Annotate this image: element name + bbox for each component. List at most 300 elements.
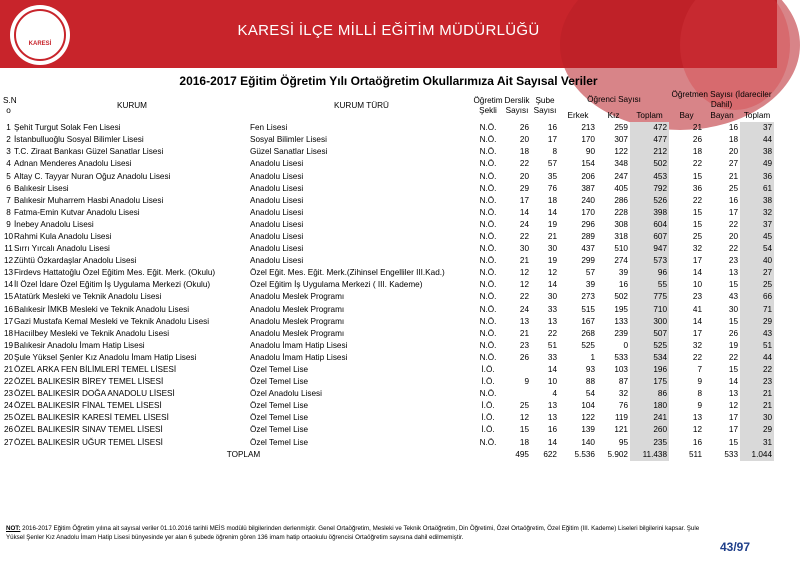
row-erkek: 90 bbox=[585, 147, 595, 157]
row-bayan: 13 bbox=[728, 389, 739, 399]
row-sube: 12 bbox=[547, 268, 557, 278]
row-erkek: 57 bbox=[585, 268, 595, 278]
row-ogrenci-toplam: 241 bbox=[630, 412, 669, 424]
row-sn: 17 bbox=[3, 316, 14, 326]
row-bay: 15 bbox=[692, 219, 703, 229]
row-bayan: 16 bbox=[728, 195, 739, 205]
row-ogretmen-toplam: 49 bbox=[740, 158, 774, 170]
row-ogretim-sekli: N.Ö. bbox=[479, 147, 497, 157]
row-bay: 14 bbox=[692, 316, 703, 326]
row-kiz: 121 bbox=[614, 425, 628, 435]
row-erkek: 154 bbox=[581, 159, 595, 169]
row-kurum: Zühtü Özkardaşlar Anadolu Lisesi bbox=[14, 256, 137, 266]
row-bayan: 14 bbox=[728, 377, 739, 387]
row-ogrenci-toplam: 55 bbox=[630, 279, 669, 291]
row-ogrenci-toplam: 260 bbox=[630, 424, 669, 436]
header-ogrenci: Öğrenci Sayısı bbox=[587, 95, 641, 104]
table-row bbox=[3, 183, 774, 195]
row-ogretim-sekli: İ.Ö. bbox=[481, 425, 495, 435]
row-erkek: 299 bbox=[581, 256, 595, 266]
row-kurum: Balıkesir Muharrem Hasbi Anadolu Lisesi bbox=[14, 195, 164, 205]
row-ogretmen-toplam: 37 bbox=[740, 219, 774, 231]
row-ogrenci-toplam: 792 bbox=[630, 183, 669, 195]
total-erkek: 5.536 bbox=[574, 449, 595, 459]
table-row bbox=[3, 388, 774, 400]
row-sn: 1 bbox=[6, 123, 11, 133]
row-derslik: 18 bbox=[519, 437, 529, 447]
row-bayan: 15 bbox=[728, 280, 739, 290]
row-ogrenci-toplam: 607 bbox=[630, 231, 669, 243]
row-ogretim-sekli: N.Ö. bbox=[479, 280, 497, 290]
row-erkek: 525 bbox=[581, 340, 595, 350]
row-kurum-turu: Anadolu İmam Hatip Lisesi bbox=[250, 340, 348, 350]
row-ogrenci-toplam: 86 bbox=[630, 388, 669, 400]
row-kiz: 259 bbox=[614, 123, 628, 133]
row-sube: 16 bbox=[547, 123, 557, 133]
row-ogretim-sekli: N.Ö. bbox=[479, 352, 497, 362]
row-bayan: 19 bbox=[728, 340, 739, 350]
row-kiz: 239 bbox=[614, 328, 628, 338]
row-ogretim-sekli: N.Ö. bbox=[479, 171, 497, 181]
header-toplam-ogretmen: Toplam bbox=[743, 111, 771, 121]
row-kurum-turu: Anadolu Lisesi bbox=[250, 171, 304, 181]
row-ogrenci-toplam: 453 bbox=[630, 170, 669, 182]
row-derslik: 25 bbox=[519, 401, 529, 411]
row-sn: 22 bbox=[3, 377, 14, 387]
row-bayan: 18 bbox=[728, 135, 739, 145]
row-bayan: 15 bbox=[728, 437, 739, 447]
page-title: KARESİ İLÇE MİLLİ EĞİTİM MÜDÜRLÜĞÜ bbox=[237, 22, 540, 39]
row-derslik bbox=[503, 364, 531, 376]
table-title: 2016-2017 Eğitim Öğretim Yılı Ortaöğretim Okullarımıza Ait Sayısal Veriler bbox=[179, 74, 598, 88]
row-kiz: 502 bbox=[614, 292, 628, 302]
row-kurum-turu: Özel Eğit. Mes. Eğit. Merk.(Zihinsel Engelliler III.Kad.) bbox=[250, 268, 445, 278]
row-kiz: 228 bbox=[614, 207, 628, 217]
row-erkek: 167 bbox=[581, 316, 595, 326]
row-derslik: 26 bbox=[519, 352, 529, 362]
row-kiz: 510 bbox=[614, 244, 628, 254]
row-sn: 10 bbox=[3, 231, 14, 241]
row-kiz: 308 bbox=[614, 219, 628, 229]
row-ogretim-sekli: N.Ö. bbox=[479, 135, 497, 145]
row-ogrenci-toplam: 477 bbox=[630, 134, 669, 146]
row-kurum: Rahmi Kula Anadolu Lisesi bbox=[14, 231, 112, 241]
row-erkek: 170 bbox=[581, 135, 595, 145]
total-kiz: 5.902 bbox=[607, 449, 628, 459]
row-derslik: 18 bbox=[519, 147, 529, 157]
row-kiz: 307 bbox=[614, 135, 628, 145]
row-bay: 23 bbox=[692, 292, 703, 302]
row-derslik: 14 bbox=[519, 207, 529, 217]
row-ogretmen-toplam: 38 bbox=[740, 146, 774, 158]
row-ogretim-sekli: N.Ö. bbox=[479, 207, 497, 217]
row-ogrenci-toplam: 235 bbox=[630, 437, 669, 449]
row-erkek: 515 bbox=[581, 304, 595, 314]
row-kiz: 103 bbox=[614, 365, 628, 375]
row-erkek: 273 bbox=[581, 292, 595, 302]
row-sn: 25 bbox=[3, 413, 14, 423]
row-ogrenci-toplam: 300 bbox=[630, 316, 669, 328]
row-kiz: 533 bbox=[614, 352, 628, 362]
row-ogretmen-toplam: 66 bbox=[740, 291, 774, 303]
row-kurum-turu: Anadolu Lisesi bbox=[250, 183, 304, 193]
row-kurum-turu: Anadolu Lisesi bbox=[250, 219, 304, 229]
row-kurum-turu: Özel Temel Lise bbox=[250, 437, 309, 447]
row-ogretmen-toplam: 22 bbox=[740, 364, 774, 376]
row-derslik: 24 bbox=[519, 304, 529, 314]
total-toplam: 11.438 bbox=[630, 449, 669, 461]
total-toplam-ogretmen: 1.044 bbox=[740, 449, 774, 461]
row-ogretmen-toplam: 31 bbox=[740, 437, 774, 449]
table-row bbox=[3, 316, 774, 328]
row-kiz: 348 bbox=[614, 159, 628, 169]
row-derslik: 20 bbox=[519, 171, 529, 181]
row-ogretim-sekli: N.Ö. bbox=[479, 159, 497, 169]
row-kurum-turu: Anadolu Meslek Programı bbox=[250, 328, 345, 338]
row-kurum: İnebey Anadolu Lisesi bbox=[14, 219, 94, 229]
row-sube: 13 bbox=[547, 316, 557, 326]
row-kiz: 32 bbox=[618, 389, 628, 399]
table-row bbox=[3, 134, 774, 146]
row-kurum-turu: Güzel Sanatlar Lisesi bbox=[250, 147, 328, 157]
row-kiz: 195 bbox=[614, 304, 628, 314]
table-row bbox=[3, 243, 774, 255]
row-ogrenci-toplam: 196 bbox=[630, 364, 669, 376]
row-bayan: 20 bbox=[728, 231, 739, 241]
school-data-table bbox=[3, 90, 774, 461]
row-sn: 16 bbox=[3, 304, 14, 314]
row-ogretim-sekli: N.Ö. bbox=[479, 231, 497, 241]
row-erkek: 170 bbox=[581, 207, 595, 217]
row-kiz: 87 bbox=[618, 377, 628, 387]
row-sube: 18 bbox=[547, 195, 557, 205]
row-sn: 2 bbox=[6, 135, 11, 145]
row-ogretim-sekli: N.Ö. bbox=[479, 328, 497, 338]
row-sn: 5 bbox=[6, 171, 11, 181]
row-sube: 19 bbox=[547, 219, 557, 229]
row-bay: 16 bbox=[692, 437, 703, 447]
row-kurum: Fatma-Emin Kutvar Anadolu Lisesi bbox=[14, 207, 140, 217]
row-ogretmen-toplam: 27 bbox=[740, 267, 774, 279]
row-bay: 41 bbox=[692, 304, 703, 314]
row-sube: 14 bbox=[547, 207, 557, 217]
row-bayan: 21 bbox=[728, 171, 739, 181]
row-sn: 27 bbox=[3, 437, 14, 447]
page-number: 43/97 bbox=[720, 540, 751, 554]
row-sn: 8 bbox=[6, 207, 11, 217]
row-bayan: 17 bbox=[728, 413, 739, 423]
row-erkek: 39 bbox=[585, 280, 595, 290]
row-ogrenci-toplam: 604 bbox=[630, 219, 669, 231]
row-sube: 16 bbox=[547, 425, 557, 435]
row-derslik: 12 bbox=[519, 413, 529, 423]
row-ogretmen-toplam: 44 bbox=[740, 352, 774, 364]
row-ogretmen-toplam: 43 bbox=[740, 328, 774, 340]
row-derslik: 30 bbox=[519, 244, 529, 254]
row-kiz: 16 bbox=[618, 280, 628, 290]
row-sn: 23 bbox=[3, 389, 14, 399]
total-label: TOPLAM bbox=[226, 449, 261, 459]
row-kiz: 122 bbox=[614, 147, 628, 157]
row-ogrenci-toplam: 507 bbox=[630, 328, 669, 340]
row-sn: 6 bbox=[6, 183, 11, 193]
row-erkek: 93 bbox=[585, 365, 595, 375]
row-sube: 8 bbox=[552, 147, 557, 157]
row-kurum-turu: Anadolu Meslek Programı bbox=[250, 304, 345, 314]
row-ogrenci-toplam: 775 bbox=[630, 291, 669, 303]
row-ogrenci-toplam: 526 bbox=[630, 195, 669, 207]
row-kurum: Balıkesir Anadolu İmam Hatip Lisesi bbox=[14, 340, 145, 350]
row-erkek: 240 bbox=[581, 195, 595, 205]
header-toplam: Toplam bbox=[636, 111, 663, 121]
row-ogretmen-toplam: 21 bbox=[740, 388, 774, 400]
table-row bbox=[3, 267, 774, 279]
header-banner bbox=[0, 0, 777, 68]
table-row bbox=[3, 195, 774, 207]
row-kurum: Sırrı Yırcalı Anadolu Lisesi bbox=[14, 244, 110, 254]
footnote-text: 2016-2017 Eğitim Öğretim yılına ait sayısal veriler 01.10.2016 tarihli MEİS modülü bilgilerinden derlenmiştir. Genel Ortaöğretim, Mesleki ve Teknik Ortaöğretim, Din Öğretimi, Özel Ortaöğretim, Özel Eğitim (III. Kademe) Liseleri bilgilerini kapsar. Şule Yüksel Şenler Kız Anadolu İmam Hatip Lisesi bünyesinde yer alan 6 şubede öğrenim gören 136 imam hatip ortaokulu öğrencisi Ortaöğretim sayısına dahil edilmemiştir. bbox=[6, 525, 700, 541]
row-sube: 57 bbox=[547, 159, 557, 169]
row-bay: 36 bbox=[692, 183, 703, 193]
row-kurum: Adnan Menderes Anadolu Lisesi bbox=[14, 159, 132, 169]
row-derslik: 12 bbox=[519, 280, 529, 290]
row-kurum: Atatürk Mesleki ve Teknik Anadolu Lisesi bbox=[14, 292, 162, 302]
row-ogretim-sekli: N.Ö. bbox=[479, 244, 497, 254]
logo-text: KARESİ bbox=[28, 41, 52, 47]
row-derslik: 23 bbox=[519, 340, 529, 350]
row-kiz: 95 bbox=[618, 437, 628, 447]
row-sube: 30 bbox=[547, 292, 557, 302]
table-row bbox=[3, 412, 774, 424]
row-kurum: Balıkesir İMKB Mesleki ve Teknik Anadolu Lisesi bbox=[14, 304, 190, 314]
row-ogretmen-toplam: 30 bbox=[740, 412, 774, 424]
row-kiz: 119 bbox=[614, 413, 628, 423]
row-ogretim-sekli: N.Ö. bbox=[479, 195, 497, 205]
table-row bbox=[3, 328, 774, 340]
row-ogretmen-toplam: 29 bbox=[740, 316, 774, 328]
header-ogretim-sekli: Öğretim Şekli bbox=[473, 96, 503, 116]
total-bayan: 533 bbox=[724, 449, 739, 459]
table-row bbox=[3, 437, 774, 449]
row-ogretmen-toplam: 25 bbox=[740, 279, 774, 291]
row-kurum-turu: Özel Temel Lise bbox=[250, 425, 309, 435]
row-sn: 13 bbox=[3, 268, 14, 278]
row-kurum: İstanbulluoğlu Sosyal Bilimler Lisesi bbox=[14, 135, 144, 145]
row-derslik bbox=[503, 388, 531, 400]
row-bayan: 26 bbox=[728, 328, 739, 338]
row-kurum-turu: Özel Temel Lise bbox=[250, 377, 309, 387]
row-bayan: 23 bbox=[728, 256, 739, 266]
table-row bbox=[3, 122, 774, 134]
row-kurum-turu: Anadolu Lisesi bbox=[250, 244, 304, 254]
row-bayan: 30 bbox=[728, 304, 739, 314]
row-bayan: 22 bbox=[728, 219, 739, 229]
row-kurum: ÖZEL ARKA FEN BİLİMLERİ TEMEL LİSESİ bbox=[14, 365, 177, 375]
total-derslik: 495 bbox=[515, 449, 529, 459]
row-kurum-turu: Özel Eğitim İş Uygulama Merkezi ( III. Kademe) bbox=[250, 280, 423, 290]
row-bayan: 43 bbox=[728, 292, 739, 302]
row-kurum: ÖZEL BALIKESİR FİNAL TEMEL LİSESİ bbox=[14, 401, 162, 411]
row-kurum: Gazi Mustafa Kemal Mesleki ve Teknik Anadolu Lisesi bbox=[14, 316, 210, 326]
row-ogretim-sekli: N.Ö. bbox=[479, 304, 497, 314]
table-row bbox=[3, 231, 774, 243]
row-bay: 15 bbox=[692, 171, 703, 181]
row-bay: 13 bbox=[692, 413, 703, 423]
row-derslik: 22 bbox=[519, 159, 529, 169]
row-sube: 22 bbox=[547, 328, 557, 338]
row-kurum: ÖZEL BALIKESİR UĞUR TEMEL LİSESİ bbox=[14, 437, 163, 447]
row-sube: 14 bbox=[547, 280, 557, 290]
row-bay: 15 bbox=[692, 207, 703, 217]
row-ogretim-sekli: N.Ö. bbox=[479, 219, 497, 229]
table-row bbox=[3, 424, 774, 436]
row-derslik: 20 bbox=[519, 135, 529, 145]
row-derslik: 24 bbox=[519, 219, 529, 229]
row-bay: 22 bbox=[692, 195, 703, 205]
row-erkek: 88 bbox=[585, 377, 595, 387]
row-bayan: 22 bbox=[728, 244, 739, 254]
row-bay: 12 bbox=[692, 425, 703, 435]
row-bay: 26 bbox=[692, 135, 703, 145]
row-ogretmen-toplam: 36 bbox=[740, 170, 774, 182]
row-ogretmen-toplam: 38 bbox=[740, 195, 774, 207]
row-kurum-turu: Anadolu Lisesi bbox=[250, 195, 304, 205]
header-sn: S.N o bbox=[3, 96, 17, 116]
footnote-label: NOT: bbox=[6, 525, 21, 532]
row-kurum-turu: Fen Lisesi bbox=[250, 123, 288, 133]
row-derslik: 13 bbox=[519, 316, 529, 326]
row-ogrenci-toplam: 534 bbox=[630, 352, 669, 364]
row-sube: 33 bbox=[547, 304, 557, 314]
row-erkek: 289 bbox=[581, 231, 595, 241]
row-ogretim-sekli: İ.Ö. bbox=[481, 413, 495, 423]
row-ogretmen-toplam: 51 bbox=[740, 340, 774, 352]
row-kiz: 0 bbox=[623, 340, 628, 350]
row-kurum-turu: Özel Temel Lise bbox=[250, 401, 309, 411]
header-ogretmen: Öğretmen Sayısı (İdareciler Dahil) bbox=[671, 90, 772, 109]
row-ogrenci-toplam: 573 bbox=[630, 255, 669, 267]
row-ogretmen-toplam: 45 bbox=[740, 231, 774, 243]
table-row bbox=[3, 291, 774, 303]
row-ogretim-sekli: N.Ö. bbox=[479, 389, 497, 399]
row-ogrenci-toplam: 710 bbox=[630, 304, 669, 316]
row-kurum-turu: Anadolu İmam Hatip Lisesi bbox=[250, 352, 348, 362]
row-ogretmen-toplam: 29 bbox=[740, 424, 774, 436]
row-sube: 4 bbox=[552, 389, 557, 399]
row-kurum: Şule Yüksel Şenler Kız Anadolu İmam Hatip Lisesi bbox=[14, 352, 197, 362]
row-ogretmen-toplam: 32 bbox=[740, 207, 774, 219]
row-ogretim-sekli: N.Ö. bbox=[479, 437, 497, 447]
row-sube: 19 bbox=[547, 256, 557, 266]
table-body bbox=[3, 122, 774, 449]
row-ogretmen-toplam: 71 bbox=[740, 304, 774, 316]
row-derslik: 9 bbox=[524, 377, 529, 387]
row-bayan: 12 bbox=[728, 401, 739, 411]
row-derslik: 22 bbox=[519, 231, 529, 241]
row-kiz: 247 bbox=[614, 171, 628, 181]
row-erkek: 54 bbox=[585, 389, 595, 399]
row-ogretim-sekli: N.Ö. bbox=[479, 340, 497, 350]
row-ogretmen-toplam: 21 bbox=[740, 400, 774, 412]
table-row bbox=[3, 340, 774, 352]
row-bay: 10 bbox=[692, 280, 703, 290]
row-derslik: 21 bbox=[519, 328, 529, 338]
row-kiz: 405 bbox=[614, 183, 628, 193]
row-sn: 4 bbox=[6, 159, 11, 169]
row-kurum: ÖZEL BALIKESİR SINAV TEMEL LİSESİ bbox=[14, 425, 163, 435]
row-kurum: Balıkesir Lisesi bbox=[14, 183, 69, 193]
row-kurum: Firdevs Hattatoğlu Özel Eğitim Mes. Eğit. Merk. (Okulu) bbox=[14, 268, 216, 278]
row-bay: 32 bbox=[692, 340, 703, 350]
row-kiz: 274 bbox=[614, 256, 628, 266]
row-bayan: 15 bbox=[728, 365, 739, 375]
row-sube: 13 bbox=[547, 401, 557, 411]
table-row bbox=[3, 352, 774, 364]
table-row bbox=[3, 304, 774, 316]
row-erkek: 437 bbox=[581, 244, 595, 254]
row-derslik: 26 bbox=[519, 123, 529, 133]
row-kurum-turu: Özel Temel Lise bbox=[250, 413, 309, 423]
row-erkek: 104 bbox=[581, 401, 595, 411]
row-kiz: 133 bbox=[614, 316, 628, 326]
row-kiz: 286 bbox=[614, 195, 628, 205]
row-ogretim-sekli: İ.Ö. bbox=[481, 377, 495, 387]
row-kurum-turu: Sosyal Bilimler Lisesi bbox=[250, 135, 327, 145]
row-bay: 32 bbox=[692, 244, 703, 254]
row-sube: 35 bbox=[547, 171, 557, 181]
row-kurum: Şehit Turgut Solak Fen Lisesi bbox=[14, 123, 121, 133]
row-bay: 18 bbox=[692, 147, 703, 157]
row-sn: 9 bbox=[6, 219, 11, 229]
header-derslik: Derslik Sayısı bbox=[504, 96, 530, 116]
row-sube: 21 bbox=[547, 231, 557, 241]
row-kurum-turu: Anadolu Lisesi bbox=[250, 207, 304, 217]
total-row bbox=[3, 449, 774, 461]
row-ogretmen-toplam: 23 bbox=[740, 376, 774, 388]
row-kurum: T.C. Ziraat Bankası Güzel Sanatlar Lisesi bbox=[14, 147, 164, 157]
total-bay: 511 bbox=[688, 449, 703, 459]
row-erkek: 387 bbox=[581, 183, 595, 193]
total-sube: 622 bbox=[543, 449, 557, 459]
table-row bbox=[3, 219, 774, 231]
row-ogrenci-toplam: 398 bbox=[630, 207, 669, 219]
row-bayan: 25 bbox=[728, 183, 739, 193]
row-sube: 76 bbox=[547, 183, 557, 193]
row-bay: 17 bbox=[692, 256, 703, 266]
row-bayan: 20 bbox=[728, 147, 739, 157]
header-kiz: Kız bbox=[607, 111, 620, 121]
row-bay: 25 bbox=[692, 231, 703, 241]
table-row bbox=[3, 170, 774, 182]
row-kurum-turu: Özel Temel Lise bbox=[250, 365, 309, 375]
row-bay: 14 bbox=[692, 268, 703, 278]
row-bayan: 27 bbox=[728, 159, 739, 169]
row-kurum: ÖZEL BALIKESİR BİREY TEMEL LİSESİ bbox=[14, 377, 164, 387]
row-ogrenci-toplam: 947 bbox=[630, 243, 669, 255]
row-erkek: 1 bbox=[590, 352, 595, 362]
row-ogretim-sekli: N.Ö. bbox=[479, 256, 497, 266]
table-row bbox=[3, 279, 774, 291]
row-kurum-turu: Anadolu Lisesi bbox=[250, 159, 304, 169]
table-row bbox=[3, 158, 774, 170]
row-derslik: 22 bbox=[519, 292, 529, 302]
header-kurum: KURUM bbox=[116, 101, 148, 111]
row-sn: 7 bbox=[6, 195, 11, 205]
row-bayan: 22 bbox=[728, 352, 739, 362]
row-ogrenci-toplam: 175 bbox=[630, 376, 669, 388]
row-ogrenci-toplam: 180 bbox=[630, 400, 669, 412]
row-erkek: 213 bbox=[581, 123, 595, 133]
